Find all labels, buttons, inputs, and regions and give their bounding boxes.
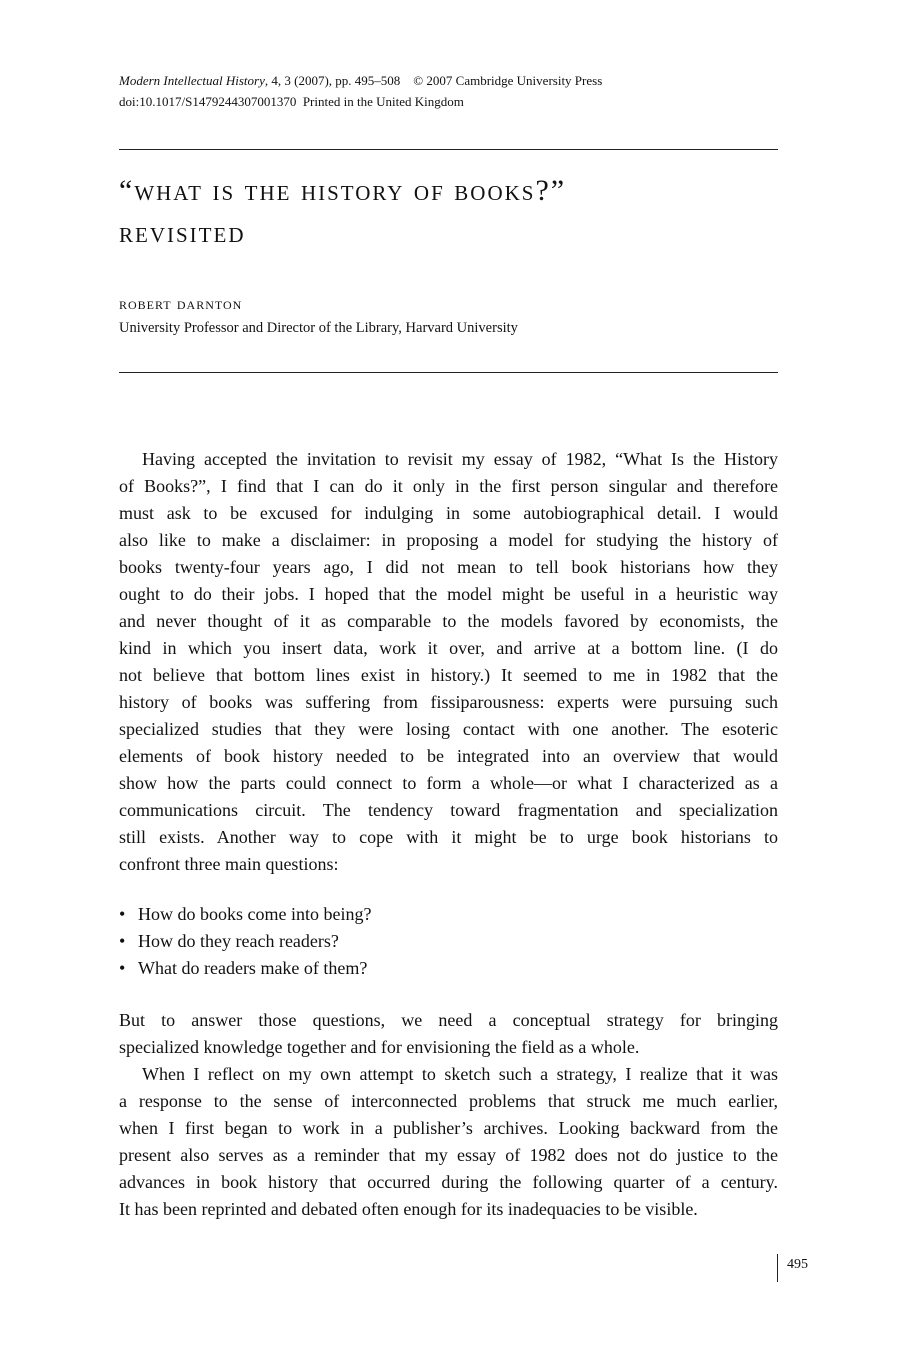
text-line: Having accepted the invitation to revisit my essay of 1982, “What Is the History [142,449,778,469]
article-title [119,170,566,254]
paragraph-1 [119,446,778,878]
paragraph-3 [119,1061,778,1223]
bullet-icon: • [119,931,126,951]
printed-note: Printed in the United Kingdom [302,94,464,109]
bullet-icon: • [119,958,126,978]
text-line: elements of book history needed to be integrated into an overview that would [119,746,778,766]
text-line: It has been reprinted and debated often enough for its inadequacies to be visible. [119,1199,698,1219]
title-line-2: revisited [119,216,246,249]
text-line: When I reflect on my own attempt to sketch such a strategy, I realize that it was [142,1064,778,1084]
running-header [119,70,602,112]
text-line: and never thought of it as comparable to the models favored by economists, the [119,611,778,631]
divider-top [119,149,778,150]
citation: , 4, 3 (2007), pp. 495–508 [264,73,401,88]
title-line-1: “what is the history of books?” [119,174,567,207]
bullet-icon: • [119,904,126,924]
paragraph-2 [119,1007,778,1061]
page-number-rule [777,1254,778,1282]
text-line: must ask to be excused for indulging in some autobiographical detail. I would [119,503,778,523]
text-line: confront three main questions: [119,854,339,874]
divider-bottom [119,372,778,373]
text-line: kind in which you insert data, work it over, and arrive at a bottom line. (I do [119,638,778,658]
text-line: But to answer those questions, we need a conceptual strategy for bringing [119,1010,778,1030]
text-line: also like to make a disclaimer: in proposing a model for studying the history of [119,530,778,550]
text-line: specialized knowledge together and for envisioning the field as a whole. [119,1037,640,1057]
copyright: © 2007 Cambridge University Press [413,73,603,88]
text-line: specialized studies that they were losing contact with one another. The esoteric [119,719,778,739]
text-line: books twenty-four years ago, I did not mean to tell book historians how they [119,557,778,577]
text-line: history of books was suffering from fissiparousness: experts were pursuing such [119,692,778,712]
text-line: of Books?”, I find that I can do it only in the first person singular and therefore [119,476,778,496]
text-line: still exists. Another way to cope with it might be to urge book historians to [119,827,778,847]
list-item: • What do readers make of them? [119,955,371,982]
text-line: present also serves as a reminder that my essay of 1982 does not do justice to the [119,1145,778,1165]
text-line: ought to do their jobs. I hoped that the model might be useful in a heuristic way [119,584,778,604]
author-affiliation: University Professor and Director of the Library, Harvard University [119,320,518,336]
question-list [119,901,371,982]
text-line: communications circuit. The tendency toward fragmentation and specialization [119,800,778,820]
text-line: advances in book history that occurred during the following quarter of a century. [119,1172,778,1192]
text-line: show how the parts could connect to form a whole—or what I characterized as a [119,773,778,793]
journal-name: Modern Intellectual History [119,73,265,88]
list-item: • How do books come into being? [119,901,371,928]
page-number: 495 [787,1257,808,1272]
text-line: a response to the sense of interconnected problems that struck me much earlier, [119,1091,778,1111]
author-name: robert darnton [119,294,243,313]
text-line: when I first began to work in a publisher’s archives. Looking backward from the [119,1118,778,1138]
text-line: not believe that bottom lines exist in history.) It seemed to me in 1982 that the [119,665,778,685]
doi: doi:10.1017/S1479244307001370 [119,94,297,109]
list-item: • How do they reach readers? [119,928,371,955]
